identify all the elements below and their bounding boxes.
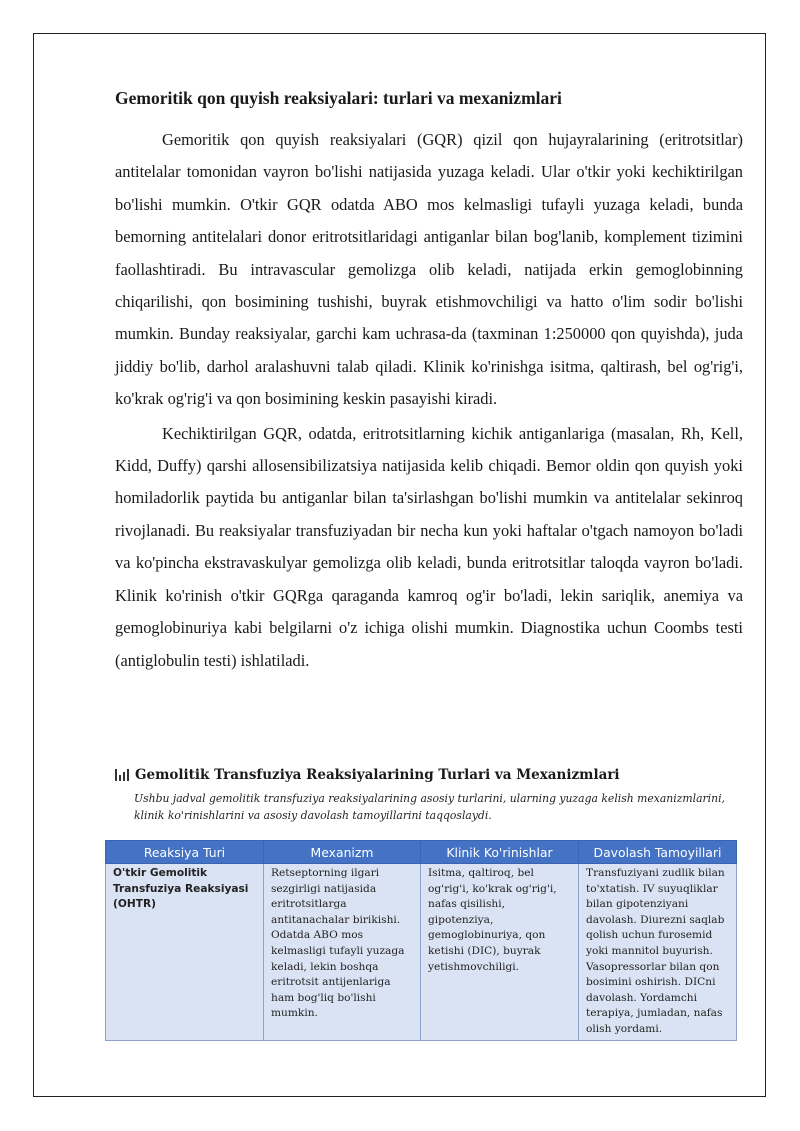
table-caption xyxy=(115,752,743,830)
table-description: Ushbu jadval gemolitik transfuziya reaksiyalarining asosiy turlarini, ularning yuzaga kelish mexanizmlarini, klinik ko'rinishlarini va asosiy davolash tamoyillarini taqqoslaydi. xyxy=(134,792,725,822)
section-heading: Gemoritik qon quyish reaksiyalari: turlari va mexanizmlari xyxy=(115,88,562,108)
table-header-row xyxy=(106,841,737,864)
reactions-table xyxy=(105,840,737,1041)
table-cell: Transfuziyani zudlik bilan to'xtatish. IV suyuqliklar bilan gipotenziyani davolash. Diurezni saqlab qolish uchun furosemid yoki mannitol buyurish. Vasopressorlar bilan qon bosimini oshirish. DICni davolash. Yordamchi terapiya, jumladan, nafas olish yordami. xyxy=(579,864,737,1041)
table-cell: Retseptorning ilgari sezgirligi natijasida eritrotsitlarga antitanachalar birikishi. Odatda ABO mos kelmasligi tufayli yuzaga keladi, lekin boshqa eritrotsit antijenlariga ham bog'liq bo'lishi mumkin. xyxy=(264,864,421,1041)
column-header: Klinik Ko'rinishlar xyxy=(421,841,579,864)
column-header: Mexanizm xyxy=(264,841,421,864)
column-header: Reaksiya Turi xyxy=(106,841,264,864)
table-row xyxy=(106,864,737,1041)
table-title-text: Gemolitik Transfuziya Reaksiyalarining Turlari va Mexanizmlari xyxy=(135,767,620,783)
paragraph-2: Kechiktirilgan GQR, odatda, eritrotsitlarning kichik antiganlariga (masalan, Rh, Kell, Kidd, Duffy) qarshi allosensibilizatsiya natijasida kelib chiqadi. Bemor oldin qon quyish yoki homiladorlik paytida bu antiganlar bilan ta'sirlashgan bo'lishi mumkin va antitelalar sekinroq rivojlanadi. Bu reaksiyalar transfuziyadan bir necha kun yoki haftalar o'tgach namoyon bo'ladi va ko'pincha ekstravaskulyar gemolizga olib keladi, bunda eritrotsitlar taloqda vayron bo'ladi. Klinik ko'rinish o'tkir GQRga qaraganda kamroq og'ir bo'ladi, lekin sariqlik, anemiya va gemoglobinuriya kabi belgilarni o'z ichiga olishi mumkin. Diagnostika uchun Coombs testi (antiglobulin testi) ishlatiladi. xyxy=(115,423,743,670)
table-title xyxy=(115,766,743,784)
table-cell: O'tkir Gemolitik Transfuziya Reaksiyasi (OHTR) xyxy=(106,864,264,1041)
column-header: Davolash Tamoyillari xyxy=(579,841,737,864)
document-body xyxy=(115,86,743,679)
paragraph-1: Gemoritik qon quyish reaksiyalari (GQR) qizil qon hujayralarining (eritrotsitlar) antitelalar tomonidan vayron bo'lishi natijasida yuzaga keladi. Ular o'tkir yoki kechiktirilgan bo'lishi mumkin. O'tkir GQR odatda ABO mos kelmasligi tufayli yuzaga keladi, bunda bemorning antitelalari donor eritrotsitlaridagi antiganlar bilan bog'lanib, komplement tizimini faollashtiradi. Bu intravascular gemolizga olib keladi, natijada erkin gemoglobinning chiqarilishi, qon bosimining tushishi, buyrak etishmovchiligi va hatto o'lim sodir bo'lishi mumkin. Bunday reaksiyalar, garchi kam uchrasa-da (taxminan 1:250000 qon quyishda), juda jiddiy bo'lib, darhol aralashuvni talab qiladi. Klinik ko'rinishga isitma, qaltirash, bel og'rig'i, ko'krak og'rig'i va qon bosimining keskin pasayishi kiradi. xyxy=(115,130,743,409)
bar-chart-icon xyxy=(115,769,129,781)
table-cell: Isitma, qaltiroq, bel og'rig'i, ko'krak og'rig'i, nafas qisilishi, gipotenziya, gemoglobinuriya, qon ketishi (DIC), buyrak yetishmovchiligi. xyxy=(421,864,579,1041)
